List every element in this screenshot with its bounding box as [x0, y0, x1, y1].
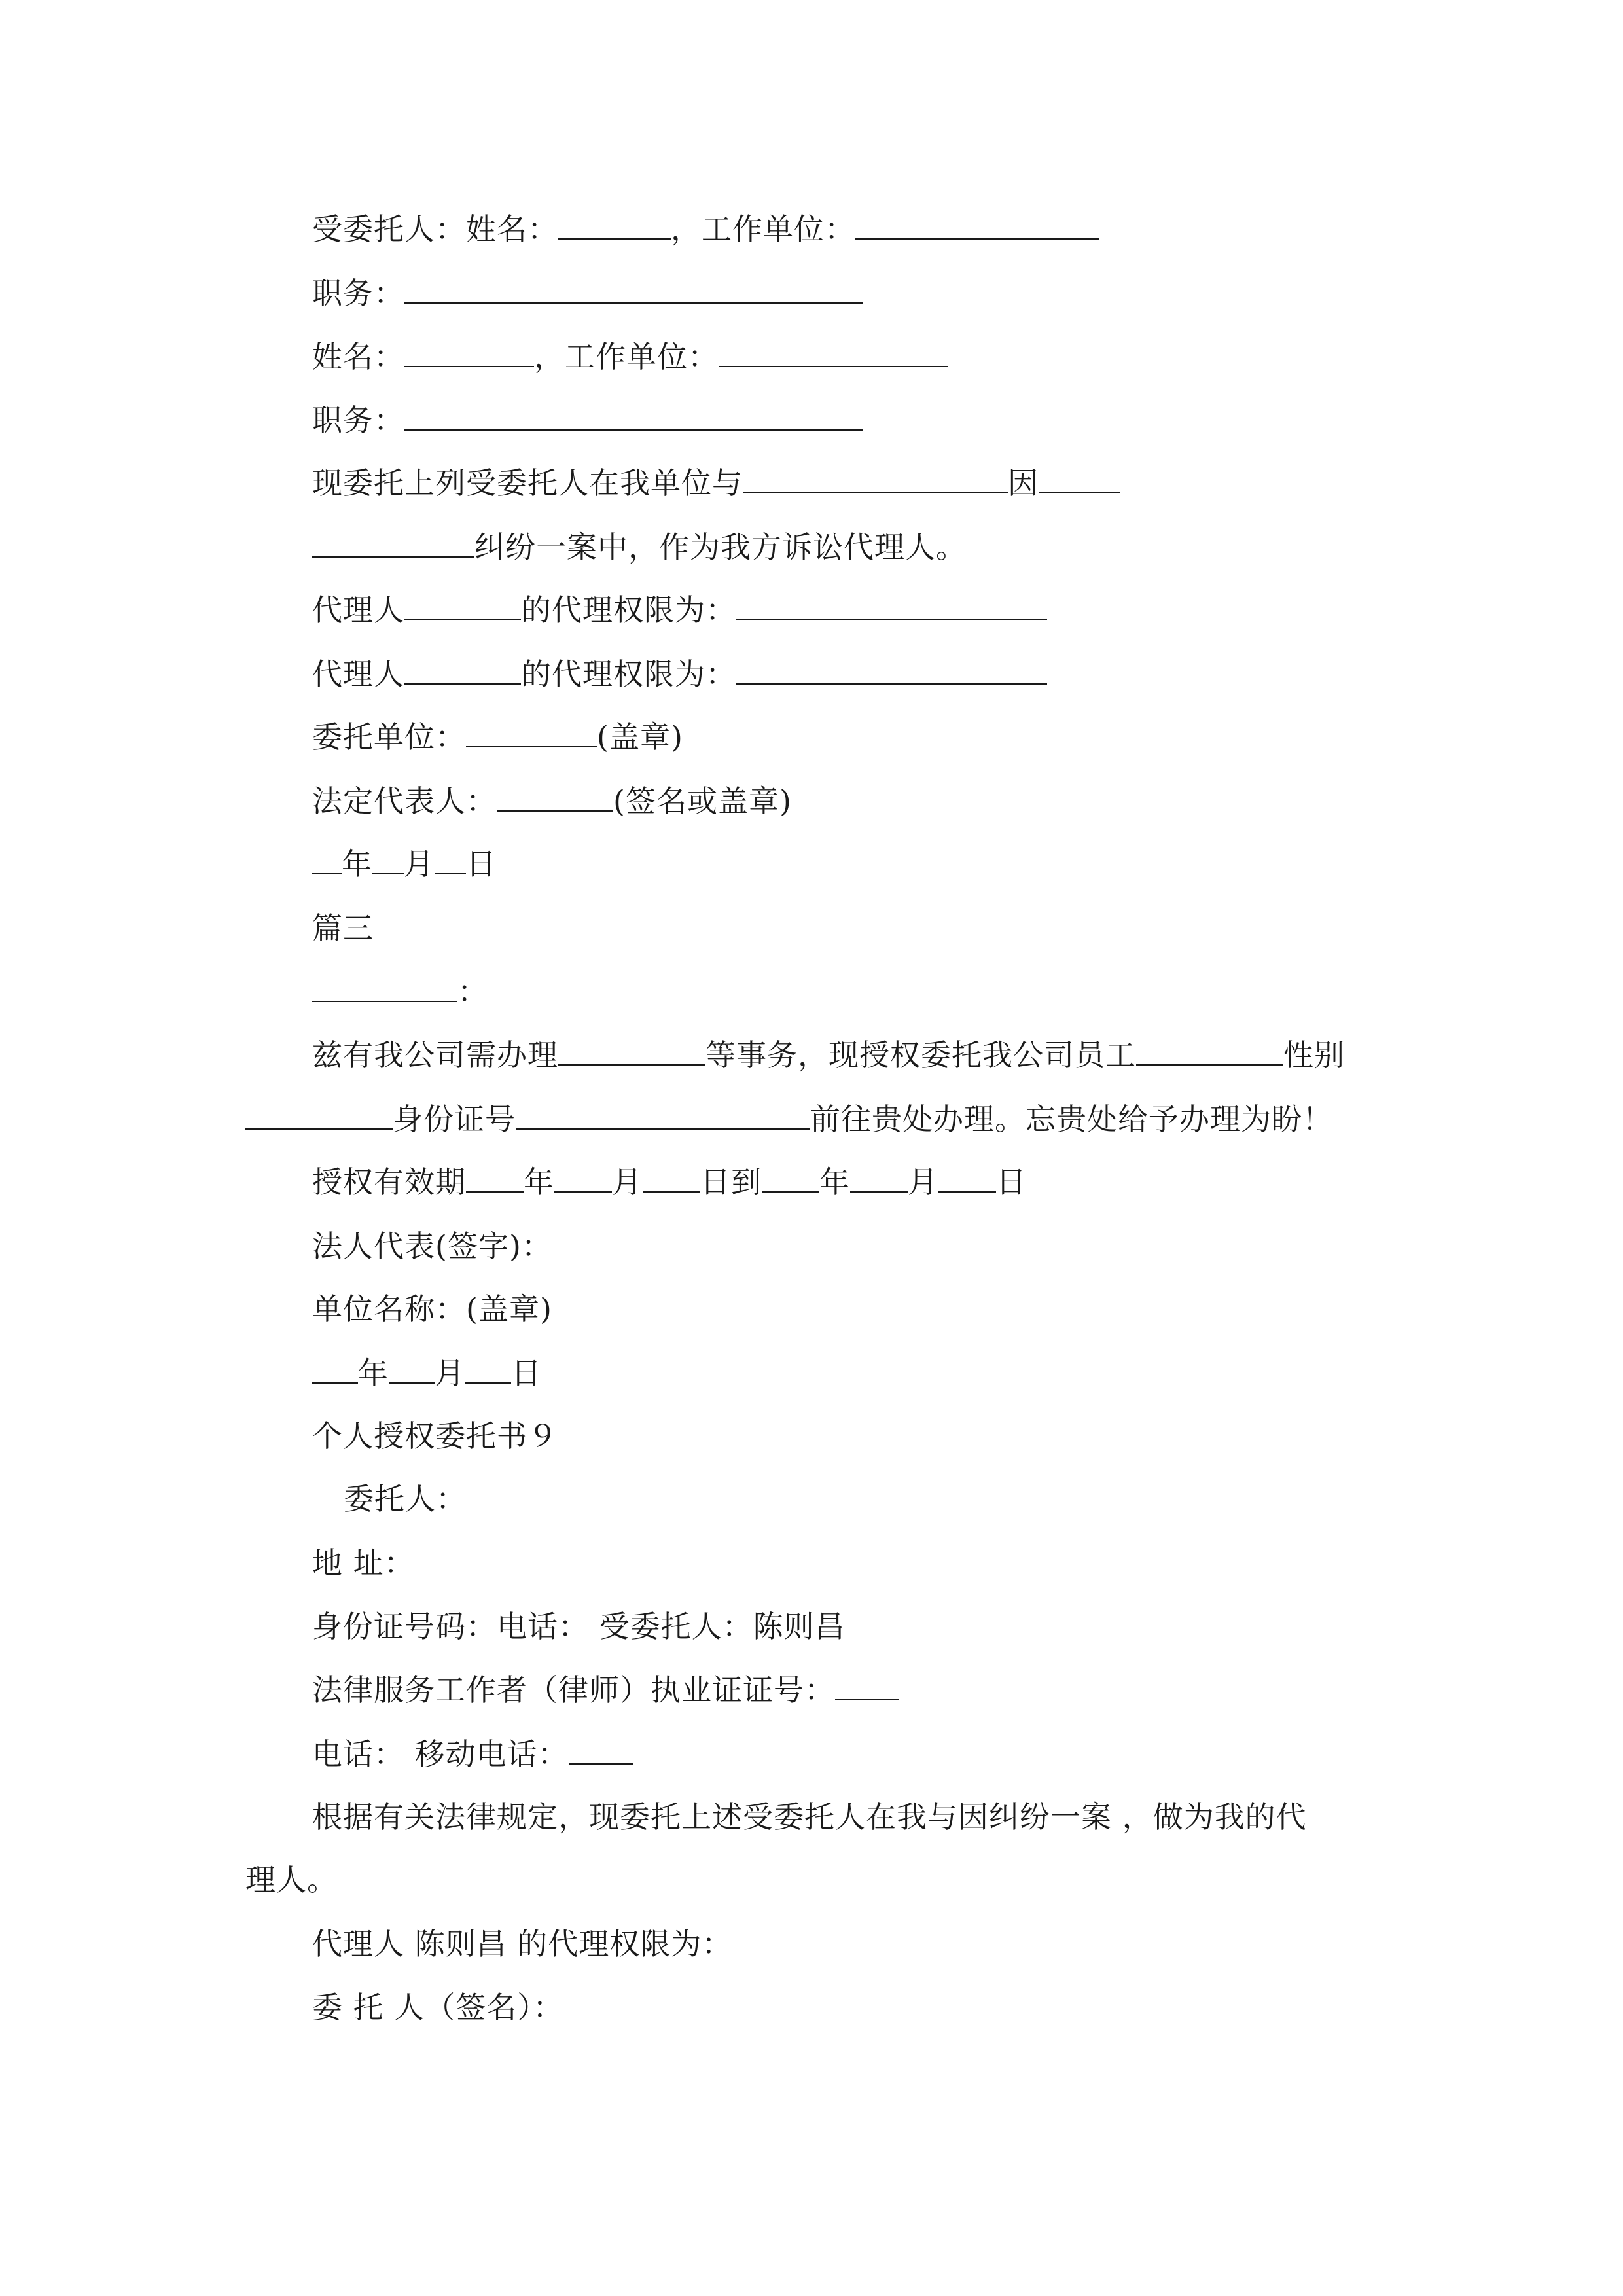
work-unit-blank: [855, 211, 1099, 240]
gender-label: 性别: [1283, 1037, 1345, 1073]
validity-line: [312, 1162, 1027, 1202]
principal-signature-label: 委 托 人（签名）：: [312, 1990, 564, 2025]
legal-representative-label: 法定代表人：: [312, 783, 497, 819]
address-line: [312, 1543, 415, 1583]
month-blank: [389, 1355, 435, 1384]
start-day-blank: [643, 1164, 700, 1193]
unit-blank: [466, 719, 597, 747]
agent-label: 代理人: [312, 592, 404, 628]
gender-blank: [245, 1101, 393, 1130]
day-to-label: 日到: [700, 1164, 762, 1200]
month-label: 月: [404, 846, 435, 882]
license-label: 法律服务工作者（律师）执业证证号：: [312, 1672, 835, 1708]
year-label: 年: [342, 846, 372, 882]
cause-label: 因: [1008, 465, 1039, 501]
work-unit-label: ，工作单位：: [534, 339, 719, 374]
agent-label: 代理人: [312, 656, 404, 692]
legal-basis-text: 根据有关法律规定，现委托上述受委托人在我与因纠纷一案 ，做为我的代: [312, 1799, 1307, 1835]
principal-line: [344, 1479, 467, 1518]
id-number-label: 身份证号: [393, 1102, 516, 1137]
trustee-line-2: [312, 337, 948, 376]
work-unit-blank: [719, 338, 948, 367]
trustee-name-label: 受委托人：姓名：: [312, 211, 558, 247]
principal-label: 委托人：: [344, 1481, 467, 1516]
commissioning-unit-label: 委托单位：: [312, 719, 466, 755]
position-label: 职务：: [312, 403, 404, 438]
day-blank: [465, 1355, 511, 1384]
principal-signature-line: [312, 1988, 563, 2027]
section-heading: [312, 908, 374, 948]
validity-label: 授权有效期: [312, 1164, 466, 1200]
legal-basis-line: [312, 1797, 1307, 1837]
employee-blank: [1136, 1037, 1283, 1066]
year-label: 年: [819, 1164, 850, 1200]
position-blank: [404, 275, 863, 304]
start-month-blank: [554, 1164, 612, 1193]
position-label: 职务：: [312, 276, 404, 311]
id-phone-line: [312, 1607, 846, 1646]
date-line-1: [312, 844, 497, 884]
end-month-blank: [850, 1164, 908, 1193]
colon: ：: [457, 974, 488, 1009]
authority-label: 的代理权限为：: [521, 592, 736, 628]
start-year-blank: [466, 1164, 524, 1193]
unit-name-label: 单位名称：(盖章): [312, 1291, 552, 1327]
commissioning-unit-line: [312, 717, 683, 757]
seal-note: (盖章): [597, 719, 683, 755]
commission-text: 现委托上列受委托人在我单位与: [312, 465, 743, 501]
month-label: 月: [908, 1164, 938, 1200]
legal-representative-line: [312, 781, 792, 821]
authorization-line-1: [312, 1035, 1345, 1075]
addressee-line: [312, 972, 488, 1011]
agent-blank: [404, 592, 521, 620]
authorization-text-1: 兹有我公司需办理: [312, 1037, 558, 1073]
position-blank: [404, 402, 863, 431]
license-line: [312, 1670, 899, 1710]
authorization-text-2: 等事务，现授权委托我公司员工: [705, 1037, 1136, 1073]
position-line-2: [312, 401, 863, 440]
matter-blank: [558, 1037, 705, 1066]
authority-label: 的代理权限为：: [521, 656, 736, 692]
month-label: 月: [435, 1355, 465, 1391]
end-day-blank: [938, 1164, 996, 1193]
document-title-line: [312, 1416, 558, 1456]
agent-authority-line-3: [312, 1924, 732, 1964]
work-unit-label: ，工作单位：: [671, 211, 855, 247]
legal-basis-line-cont: [245, 1860, 338, 1899]
license-blank: [835, 1672, 899, 1700]
day-label: 日: [466, 846, 497, 882]
name-blank: [558, 211, 671, 240]
party-blank: [743, 465, 1008, 493]
authorization-line-2: [245, 1100, 1333, 1139]
phone-line: [312, 1734, 633, 1774]
agent-authority-text: 代理人 陈则昌 的代理权限为：: [312, 1926, 733, 1962]
unit-name-line: [312, 1289, 552, 1329]
authorization-text-3: 前往贵处办理。忘贵处给予办理为盼！: [810, 1102, 1333, 1137]
month-blank: [372, 846, 404, 874]
mobile-blank: [569, 1736, 633, 1765]
year-label: 年: [524, 1164, 554, 1200]
section-title: 篇三: [312, 910, 374, 946]
signature-note: (签名或盖章): [613, 783, 792, 819]
year-blank: [312, 1355, 358, 1384]
dispute-line: [312, 528, 967, 567]
year-blank: [312, 846, 342, 874]
address-label: 地 址：: [312, 1545, 415, 1581]
legal-rep-signature-label: 法人代表(签字)：: [312, 1229, 552, 1264]
day-label: 日: [511, 1355, 542, 1391]
agent-authority-line-2: [312, 655, 1047, 694]
addressee-blank: [312, 973, 457, 1002]
cause-blank: [1039, 465, 1120, 493]
agent-blank: [404, 656, 521, 685]
day-blank: [435, 846, 466, 874]
dispute-text: 纠纷一案中，作为我方诉讼代理人。: [474, 529, 967, 565]
name-label: 姓名：: [312, 339, 404, 374]
document-title: 个人授权委托书９: [312, 1418, 558, 1454]
day-label: 日: [996, 1164, 1027, 1200]
trustee-line-1: [312, 209, 1099, 249]
position-line-1: [312, 274, 863, 313]
agent-authority-line-1: [312, 590, 1047, 630]
phone-label: 电话： 移动电话：: [312, 1736, 569, 1772]
representative-blank: [497, 783, 613, 812]
id-number-blank: [516, 1101, 810, 1130]
id-phone-text: 身份证号码：电话： 受委托人：陈则昌: [312, 1609, 846, 1644]
dispute-blank: [312, 529, 474, 558]
end-year-blank: [762, 1164, 819, 1193]
commission-line: [312, 463, 1120, 503]
authority-blank: [736, 592, 1047, 620]
month-label: 月: [612, 1164, 643, 1200]
legal-rep-signature-line: [312, 1227, 552, 1266]
authority-blank: [736, 656, 1047, 685]
name-blank: [404, 338, 534, 367]
year-label: 年: [358, 1355, 389, 1391]
legal-basis-text-cont: 理人。: [245, 1862, 338, 1897]
date-line-2: [312, 1354, 542, 1393]
